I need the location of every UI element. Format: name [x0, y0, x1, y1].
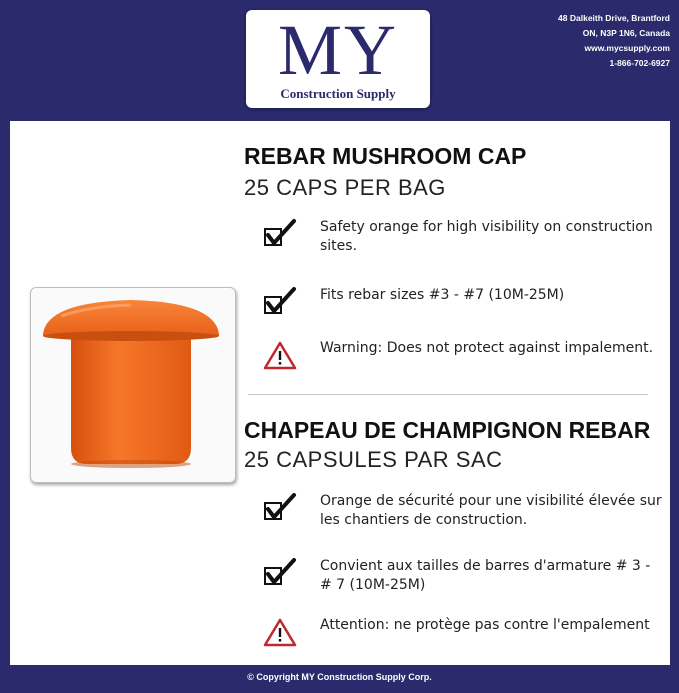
brand-logo — [246, 10, 430, 108]
address-line-2: ON, N3P 1N6, Canada — [582, 28, 670, 38]
logo-mark: MY — [277, 10, 398, 90]
warning-icon — [262, 616, 298, 648]
warning-icon — [262, 339, 298, 371]
feature-text: Attention: ne protège pas contre l'empalement — [320, 617, 650, 633]
checkmark-icon — [262, 286, 298, 318]
french-title: CHAPEAU DE CHAMPIGNON REBAR — [244, 417, 651, 443]
logo-subtitle: Construction Supply — [280, 86, 396, 101]
french-subtitle: 25 CAPSULES PAR SAC — [244, 447, 503, 472]
product-panel — [10, 121, 670, 665]
feature-text: Warning: Does not protect against impalement. — [320, 340, 654, 356]
english-title: REBAR MUSHROOM CAP — [244, 143, 527, 169]
address-line-1: 48 Dalkeith Drive, Brantford — [558, 13, 670, 23]
feature-text: Safety orange for high visibility on construction sites. — [320, 219, 653, 254]
checkmark-icon — [262, 218, 298, 250]
checkmark-icon — [262, 492, 298, 524]
feature-text: Orange de sécurité pour une visibilité élevée sur les chantiers de construction. — [320, 493, 662, 528]
copyright-footer: © Copyright MY Construction Supply Corp. — [247, 672, 432, 682]
website-text: www.mycsupply.com — [584, 43, 670, 53]
contact-info — [558, 11, 670, 71]
english-subtitle: 25 CAPS PER BAG — [244, 175, 446, 200]
feature-text: Fits rebar sizes #3 - #7 (10M-25M) — [320, 287, 565, 303]
header-banner — [0, 0, 679, 120]
product-photo — [30, 287, 236, 483]
checkmark-icon — [262, 557, 298, 589]
mushroom-cap-image — [31, 288, 235, 482]
section-divider — [248, 394, 648, 395]
phone-number: 1-866-702-6927 — [609, 58, 670, 68]
feature-text: Convient aux tailles de barres d'armature # 3 - # 7 (10M-25M) — [320, 558, 651, 593]
